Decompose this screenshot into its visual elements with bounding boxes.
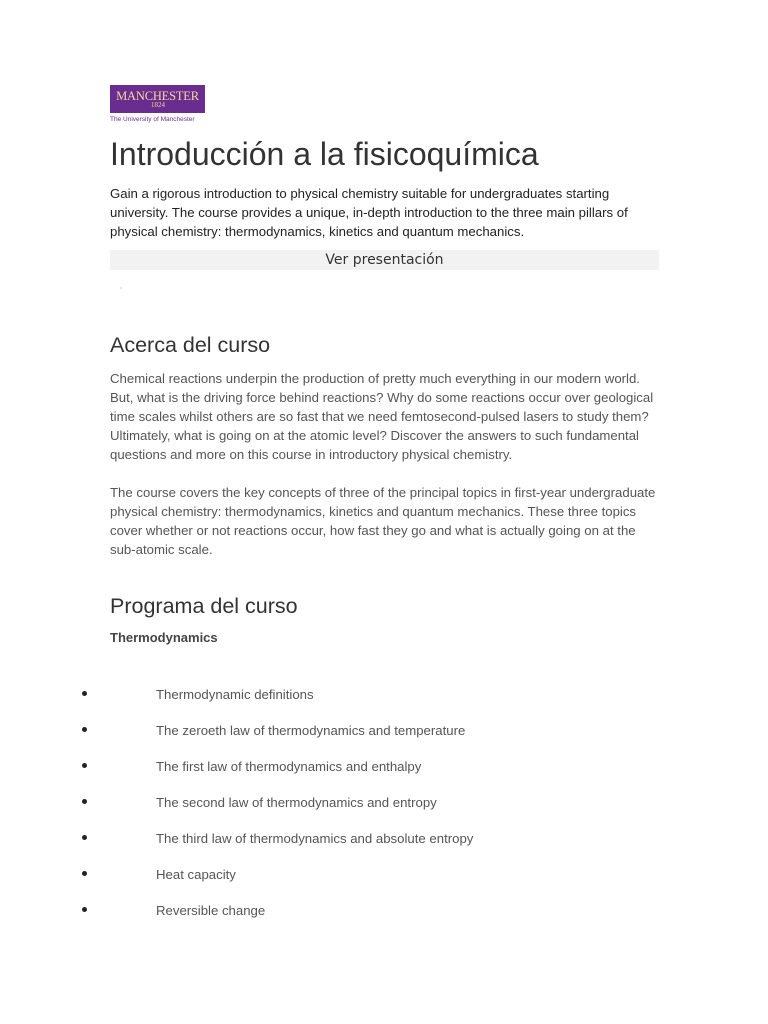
list-item bbox=[0, 830, 700, 866]
about-heading: Acerca del curso bbox=[110, 333, 271, 357]
bullet-icon bbox=[82, 835, 87, 840]
topic-text: Reversible change bbox=[156, 903, 266, 918]
bullet-icon bbox=[82, 691, 87, 696]
university-logo[interactable] bbox=[110, 85, 205, 113]
topic-text: The first law of thermodynamics and enthalpy bbox=[156, 759, 422, 774]
view-presentation-button[interactable]: Ver presentación bbox=[110, 250, 659, 270]
bullet-icon bbox=[82, 871, 87, 876]
logo-year: 1824 bbox=[151, 101, 165, 109]
list-item bbox=[0, 758, 700, 794]
bullet-icon bbox=[82, 907, 87, 912]
topic-text: Heat capacity bbox=[156, 867, 236, 882]
bullet-icon bbox=[82, 763, 87, 768]
about-paragraph-1: Chemical reactions underpin the production of pretty much everything in our modern world. But, what is the driving force behind reactions? Why do some reactions occur over geological time scales whilst others are so fast that we need femtosecond-pulsed lasers to study them? Ultimately, what is going on at the atomic level? Discover the answers to such fundamental questions and more on this course in introductory physical chemistry. bbox=[110, 371, 654, 462]
list-item bbox=[0, 794, 700, 830]
logo-subtitle: The University of Manchester bbox=[110, 116, 195, 123]
list-item bbox=[0, 722, 700, 758]
topic-text: The zeroeth law of thermodynamics and temperature bbox=[156, 723, 466, 738]
topic-text: Thermodynamic definitions bbox=[156, 687, 314, 702]
list-item bbox=[0, 902, 700, 938]
topic-text: The second law of thermodynamics and entropy bbox=[156, 795, 437, 810]
page-title: Introducción a la fisicoquímica bbox=[110, 136, 539, 172]
syllabus-heading: Programa del curso bbox=[110, 594, 298, 618]
logo-wordmark: MANCHESTER bbox=[116, 88, 199, 103]
topic-list bbox=[0, 686, 700, 938]
bullet-icon bbox=[82, 799, 87, 804]
bullet-icon bbox=[82, 727, 87, 732]
list-item bbox=[0, 866, 700, 902]
topic-text: The third law of thermodynamics and absolute entropy bbox=[156, 831, 474, 846]
list-item bbox=[0, 686, 700, 722]
section-label-thermodynamics: Thermodynamics bbox=[110, 630, 218, 645]
about-paragraph-2: The course covers the key concepts of three of the principal topics in first-year undergraduate physical chemistry: thermodynamics, kinetics and quantum mechanics. These three topics cover whether or not reactions occur, how fast they go and what is actually going on at the sub-atomic scale. bbox=[110, 485, 656, 557]
course-intro: Gain a rigorous introduction to physical chemistry suitable for undergraduates starting university. The course provides a unique, in-depth introduction to the three main pillars of physical chemistry: thermodynamics, kinetics and quantum mechanics. bbox=[110, 186, 628, 239]
decorative-dot bbox=[120, 287, 122, 289]
